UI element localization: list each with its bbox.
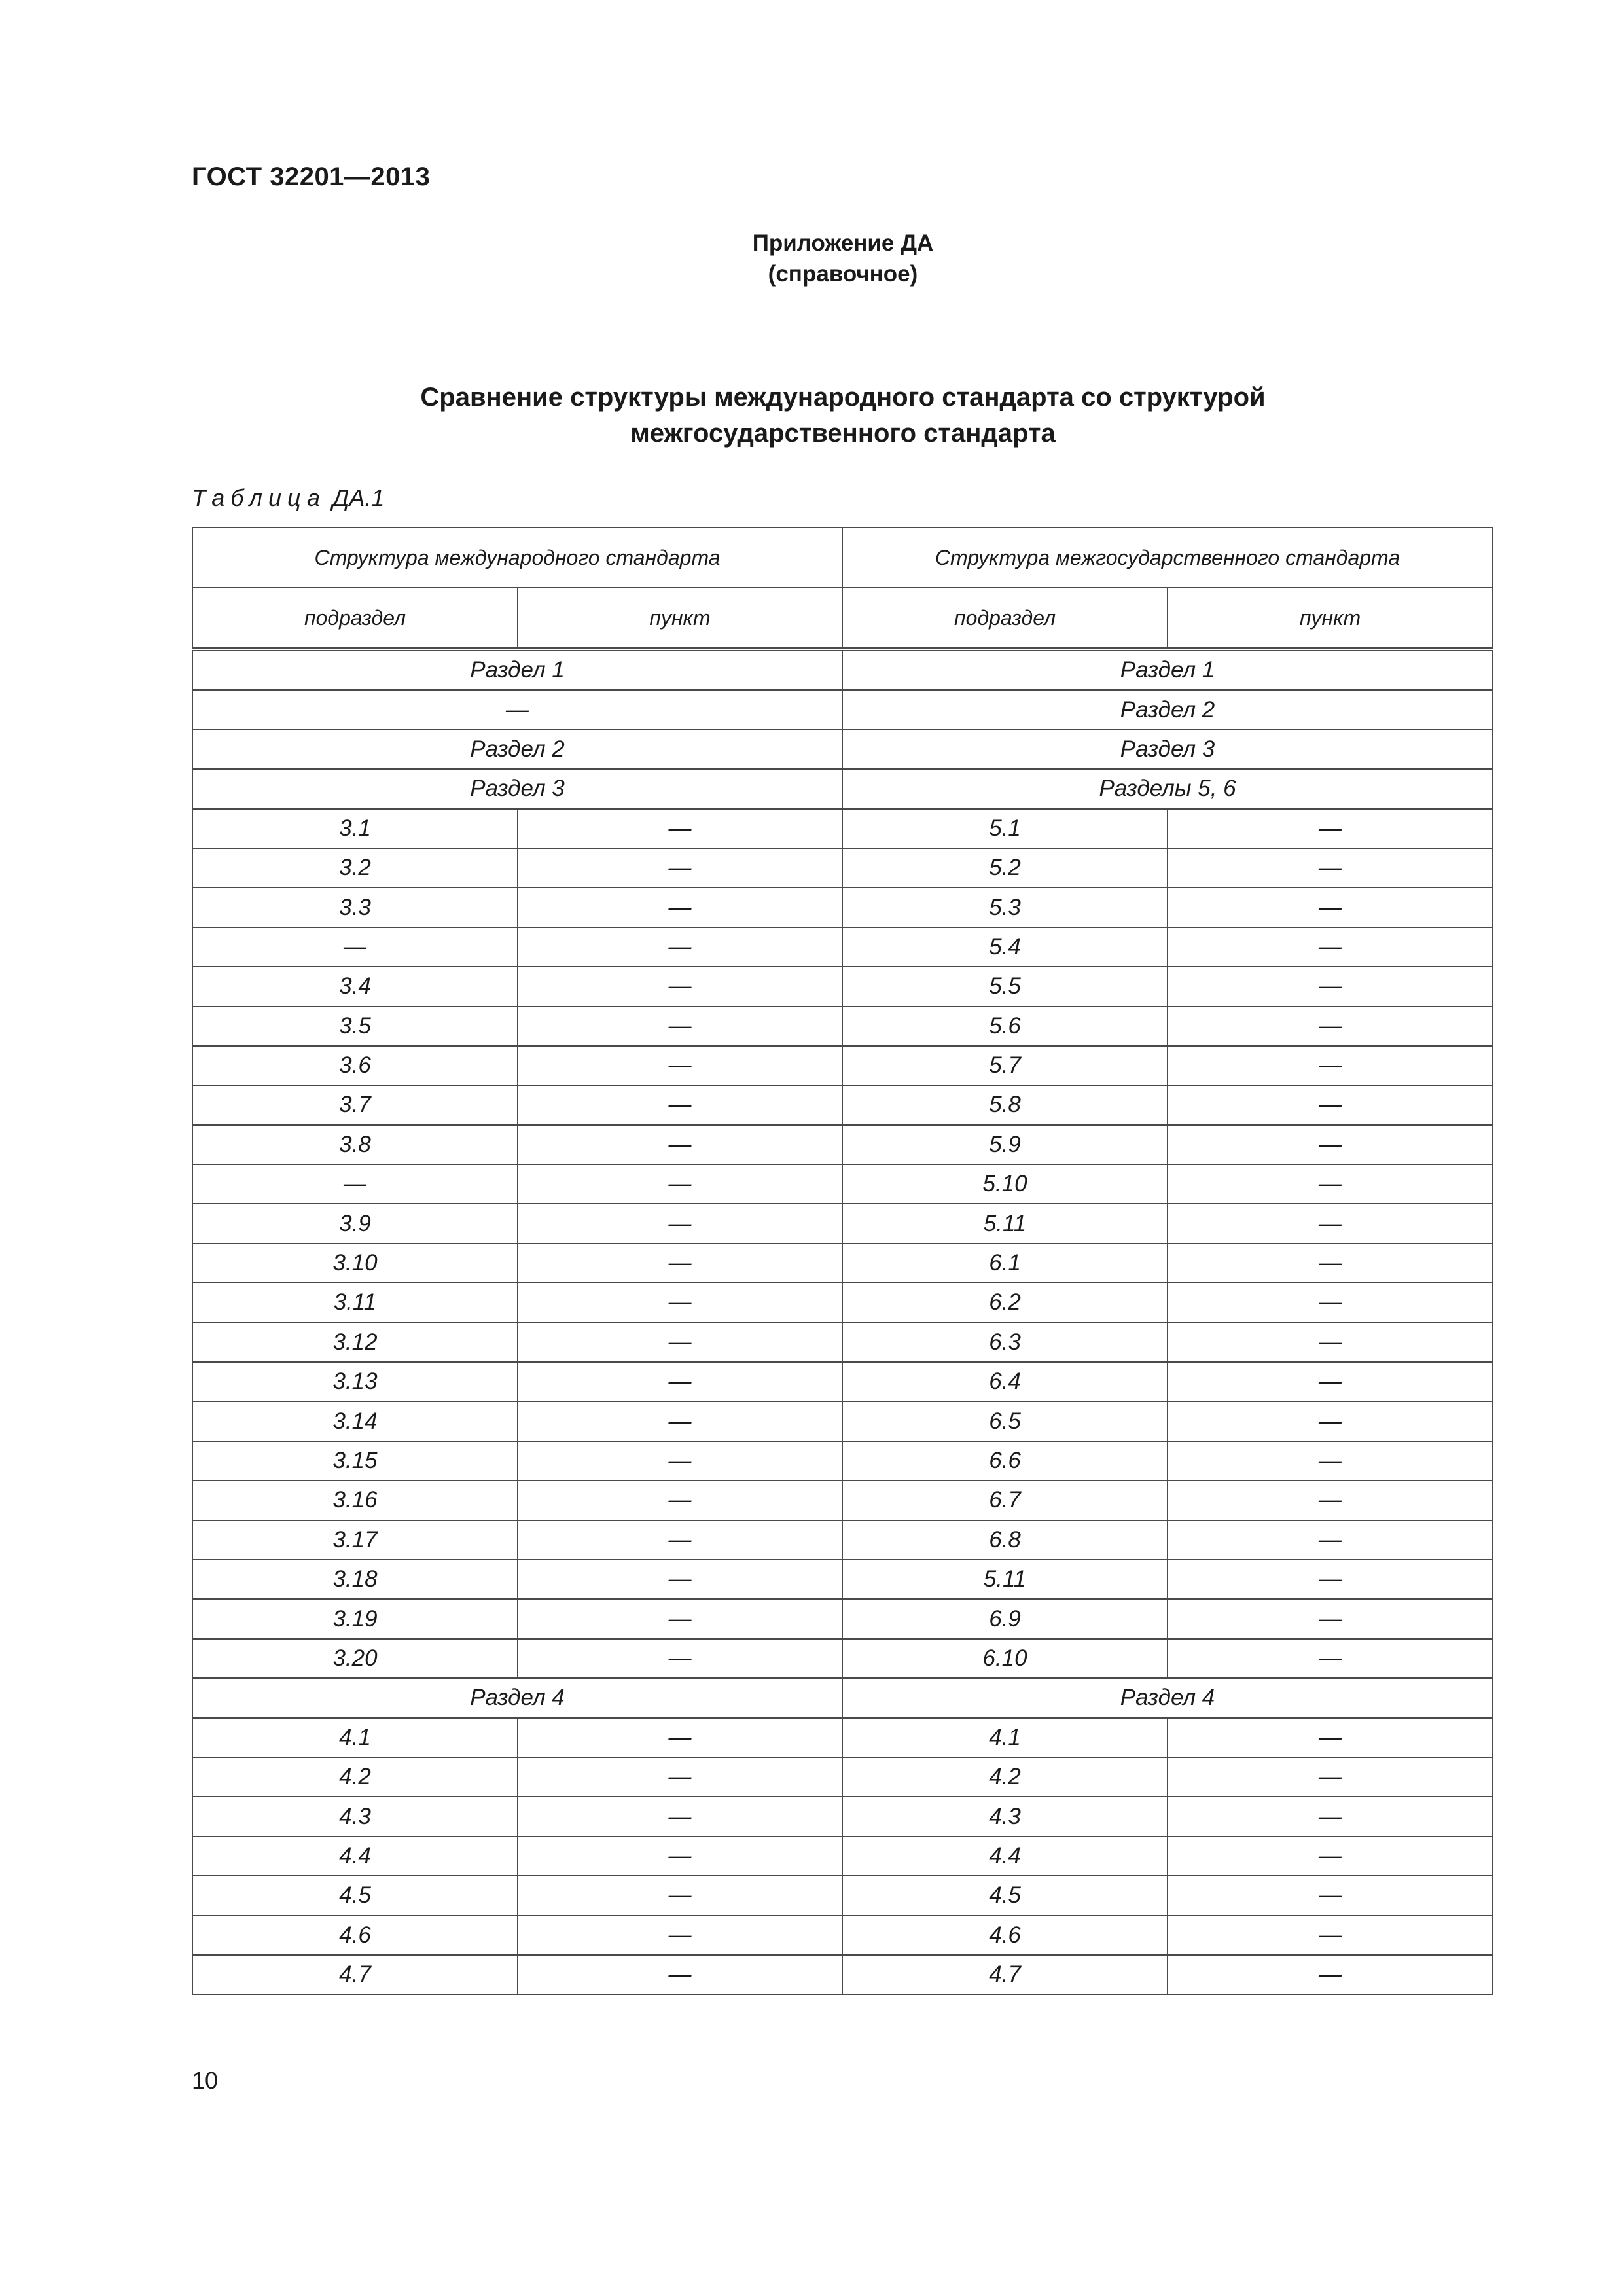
cell-interstate-clause: —	[1168, 1757, 1493, 1797]
table-caption-label: Таблица	[192, 484, 327, 511]
cell-interstate-clause: —	[1168, 1323, 1493, 1362]
cell-intl-clause: —	[518, 1639, 842, 1678]
cell-intl-clause: —	[518, 1164, 842, 1204]
cell-interstate-clause: —	[1168, 1876, 1493, 1915]
cell-interstate-clause: —	[1168, 1480, 1493, 1520]
cell-interstate-clause: —	[1168, 1955, 1493, 1994]
table-row	[192, 1639, 1493, 1678]
cell-intl-subsection: 4.4	[192, 1837, 518, 1876]
cell-intl-subsection: 4.6	[192, 1916, 518, 1955]
cell-interstate-clause: —	[1168, 1204, 1493, 1243]
table-row	[192, 1916, 1493, 1955]
table-row	[192, 1757, 1493, 1797]
cell-interstate-clause: —	[1168, 967, 1493, 1006]
table-caption	[192, 484, 384, 512]
cell-intl-subsection: 3.11	[192, 1283, 518, 1322]
cell-interstate-subsection: 5.10	[842, 1164, 1168, 1204]
cell-interstate-clause: —	[1168, 1599, 1493, 1638]
cell-interstate-subsection: 4.4	[842, 1837, 1168, 1876]
cell-intl-subsection: —	[192, 1164, 518, 1204]
table-row	[192, 1125, 1493, 1164]
header-interstate-structure: Структура межгосударственного стандарта	[842, 528, 1493, 588]
cell-intl-subsection: 3.20	[192, 1639, 518, 1678]
section-cell-interstate: Раздел 2	[842, 690, 1493, 729]
section-cell-interstate: Раздел 1	[842, 649, 1493, 690]
table-row	[192, 1837, 1493, 1876]
cell-interstate-clause: —	[1168, 1007, 1493, 1046]
cell-intl-subsection: 3.1	[192, 809, 518, 848]
cell-intl-clause: —	[518, 888, 842, 927]
cell-intl-clause: —	[518, 1797, 842, 1836]
cell-intl-subsection: —	[192, 927, 518, 967]
cell-interstate-subsection: 5.9	[842, 1125, 1168, 1164]
cell-interstate-clause: —	[1168, 888, 1493, 927]
cell-intl-clause: —	[518, 1401, 842, 1441]
cell-intl-subsection: 3.12	[192, 1323, 518, 1362]
subheader-intl-clause: пункт	[518, 588, 842, 649]
header-international-structure: Структура международного стандарта	[192, 528, 842, 588]
cell-interstate-subsection: 5.5	[842, 967, 1168, 1006]
cell-intl-subsection: 3.18	[192, 1560, 518, 1599]
cell-intl-subsection: 3.10	[192, 1244, 518, 1283]
cell-intl-subsection: 3.6	[192, 1046, 518, 1085]
cell-intl-clause: —	[518, 1955, 842, 1994]
section-row	[192, 1678, 1493, 1717]
cell-intl-clause: —	[518, 1362, 842, 1401]
cell-intl-subsection: 3.16	[192, 1480, 518, 1520]
heading-line-1: Сравнение структуры международного стандарта со структурой	[420, 383, 1266, 412]
table-row	[192, 1007, 1493, 1046]
cell-intl-clause: —	[518, 1480, 842, 1520]
cell-intl-subsection: 3.14	[192, 1401, 518, 1441]
heading-line-2: межгосударственного стандарта	[630, 419, 1056, 448]
cell-intl-subsection: 3.17	[192, 1520, 518, 1560]
table-caption-number: ДА.1	[332, 484, 385, 511]
section-cell-interstate: Разделы 5, 6	[842, 769, 1493, 808]
table-row	[192, 1164, 1493, 1204]
cell-interstate-clause: —	[1168, 1916, 1493, 1955]
cell-interstate-subsection: 6.10	[842, 1639, 1168, 1678]
cell-intl-subsection: 3.9	[192, 1204, 518, 1243]
table-row	[192, 1283, 1493, 1322]
cell-intl-clause: —	[518, 1718, 842, 1757]
cell-interstate-clause: —	[1168, 1401, 1493, 1441]
subheader-interstate-subsection: подраздел	[842, 588, 1168, 649]
cell-intl-clause: —	[518, 1007, 842, 1046]
table-row	[192, 1085, 1493, 1124]
cell-interstate-subsection: 6.8	[842, 1520, 1168, 1560]
comparison-table-wrapper	[192, 527, 1492, 1995]
cell-interstate-clause: —	[1168, 848, 1493, 888]
cell-intl-clause: —	[518, 1283, 842, 1322]
comparison-table	[192, 527, 1493, 1995]
cell-intl-clause: —	[518, 927, 842, 967]
cell-intl-subsection: 3.4	[192, 967, 518, 1006]
sub-header-row	[192, 588, 1493, 649]
cell-interstate-subsection: 6.3	[842, 1323, 1168, 1362]
cell-interstate-clause: —	[1168, 1283, 1493, 1322]
cell-interstate-clause: —	[1168, 1164, 1493, 1204]
cell-intl-subsection: 3.2	[192, 848, 518, 888]
cell-interstate-subsection: 5.2	[842, 848, 1168, 888]
cell-interstate-subsection: 6.1	[842, 1244, 1168, 1283]
cell-interstate-subsection: 4.5	[842, 1876, 1168, 1915]
cell-interstate-clause: —	[1168, 1046, 1493, 1085]
cell-intl-clause: —	[518, 1837, 842, 1876]
cell-intl-clause: —	[518, 1323, 842, 1362]
table-row	[192, 1520, 1493, 1560]
table-row	[192, 967, 1493, 1006]
cell-interstate-subsection: 6.4	[842, 1362, 1168, 1401]
cell-intl-subsection: 3.5	[192, 1007, 518, 1046]
section-row	[192, 649, 1493, 690]
table-row	[192, 1441, 1493, 1480]
cell-interstate-subsection: 4.2	[842, 1757, 1168, 1797]
cell-interstate-subsection: 5.7	[842, 1046, 1168, 1085]
cell-intl-clause: —	[518, 809, 842, 848]
cell-intl-clause: —	[518, 1876, 842, 1915]
cell-intl-subsection: 4.1	[192, 1718, 518, 1757]
cell-intl-clause: —	[518, 1046, 842, 1085]
cell-intl-clause: —	[518, 1441, 842, 1480]
cell-interstate-subsection: 5.4	[842, 927, 1168, 967]
cell-interstate-subsection: 5.6	[842, 1007, 1168, 1046]
section-cell-interstate: Раздел 3	[842, 730, 1493, 769]
appendix-type: (справочное)	[768, 261, 918, 287]
table-row	[192, 1955, 1493, 1994]
table-row	[192, 1204, 1493, 1243]
table-row	[192, 1046, 1493, 1085]
cell-interstate-clause: —	[1168, 1441, 1493, 1480]
cell-intl-subsection: 4.5	[192, 1876, 518, 1915]
cell-intl-clause: —	[518, 1204, 842, 1243]
cell-interstate-subsection: 4.3	[842, 1797, 1168, 1836]
cell-interstate-clause: —	[1168, 809, 1493, 848]
cell-intl-clause: —	[518, 1560, 842, 1599]
table-row	[192, 1401, 1493, 1441]
cell-interstate-clause: —	[1168, 1639, 1493, 1678]
section-cell-international: Раздел 4	[192, 1678, 842, 1717]
cell-interstate-subsection: 6.7	[842, 1480, 1168, 1520]
table-row	[192, 1718, 1493, 1757]
cell-interstate-clause: —	[1168, 1797, 1493, 1836]
table-row	[192, 809, 1493, 848]
cell-intl-clause: —	[518, 1599, 842, 1638]
cell-intl-clause: —	[518, 1125, 842, 1164]
cell-intl-clause: —	[518, 1757, 842, 1797]
table-row	[192, 927, 1493, 967]
cell-interstate-subsection: 4.6	[842, 1916, 1168, 1955]
table-row	[192, 1797, 1493, 1836]
table-row	[192, 1362, 1493, 1401]
subheader-interstate-clause: пункт	[1168, 588, 1493, 649]
cell-interstate-subsection: 6.9	[842, 1599, 1168, 1638]
cell-intl-subsection: 3.13	[192, 1362, 518, 1401]
document-code: ГОСТ 32201—2013	[192, 162, 431, 191]
table-row	[192, 848, 1493, 888]
appendix-title: Приложение ДА	[752, 230, 934, 256]
section-row	[192, 769, 1493, 808]
table-row	[192, 1876, 1493, 1915]
section-row	[192, 730, 1493, 769]
table-body	[192, 649, 1493, 1994]
table-row	[192, 888, 1493, 927]
page-number: 10	[192, 2067, 219, 2094]
cell-interstate-clause: —	[1168, 1718, 1493, 1757]
cell-intl-subsection: 3.7	[192, 1085, 518, 1124]
cell-intl-subsection: 3.15	[192, 1441, 518, 1480]
cell-interstate-subsection: 5.3	[842, 888, 1168, 927]
section-cell-international: Раздел 2	[192, 730, 842, 769]
cell-interstate-subsection: 4.1	[842, 1718, 1168, 1757]
table-row	[192, 1323, 1493, 1362]
cell-intl-subsection: 4.7	[192, 1955, 518, 1994]
cell-interstate-clause: —	[1168, 1520, 1493, 1560]
cell-interstate-clause: —	[1168, 1244, 1493, 1283]
cell-interstate-subsection: 5.8	[842, 1085, 1168, 1124]
cell-interstate-subsection: 6.5	[842, 1401, 1168, 1441]
table-row	[192, 1599, 1493, 1638]
section-cell-international: Раздел 3	[192, 769, 842, 808]
table-row	[192, 1480, 1493, 1520]
cell-interstate-clause: —	[1168, 1560, 1493, 1599]
cell-intl-subsection: 3.8	[192, 1125, 518, 1164]
cell-intl-clause: —	[518, 1244, 842, 1283]
cell-interstate-subsection: 6.6	[842, 1441, 1168, 1480]
cell-interstate-subsection: 6.2	[842, 1283, 1168, 1322]
cell-interstate-clause: —	[1168, 1362, 1493, 1401]
cell-intl-subsection: 3.19	[192, 1599, 518, 1638]
section-cell-interstate: Раздел 4	[842, 1678, 1493, 1717]
cell-interstate-subsection: 5.11	[842, 1204, 1168, 1243]
cell-intl-clause: —	[518, 967, 842, 1006]
cell-intl-clause: —	[518, 1916, 842, 1955]
cell-intl-clause: —	[518, 1520, 842, 1560]
group-header-row	[192, 528, 1493, 588]
cell-intl-subsection: 4.2	[192, 1757, 518, 1797]
section-row	[192, 690, 1493, 729]
cell-intl-clause: —	[518, 1085, 842, 1124]
cell-interstate-clause: —	[1168, 1837, 1493, 1876]
cell-interstate-subsection: 5.11	[842, 1560, 1168, 1599]
cell-intl-subsection: 4.3	[192, 1797, 518, 1836]
subheader-intl-subsection: подраздел	[192, 588, 518, 649]
section-cell-international: —	[192, 690, 842, 729]
cell-interstate-subsection: 5.1	[842, 809, 1168, 848]
cell-interstate-subsection: 4.7	[842, 1955, 1168, 1994]
table-row	[192, 1560, 1493, 1599]
table-row	[192, 1244, 1493, 1283]
cell-intl-clause: —	[518, 848, 842, 888]
cell-intl-subsection: 3.3	[192, 888, 518, 927]
cell-interstate-clause: —	[1168, 927, 1493, 967]
cell-interstate-clause: —	[1168, 1125, 1493, 1164]
cell-interstate-clause: —	[1168, 1085, 1493, 1124]
section-cell-international: Раздел 1	[192, 649, 842, 690]
